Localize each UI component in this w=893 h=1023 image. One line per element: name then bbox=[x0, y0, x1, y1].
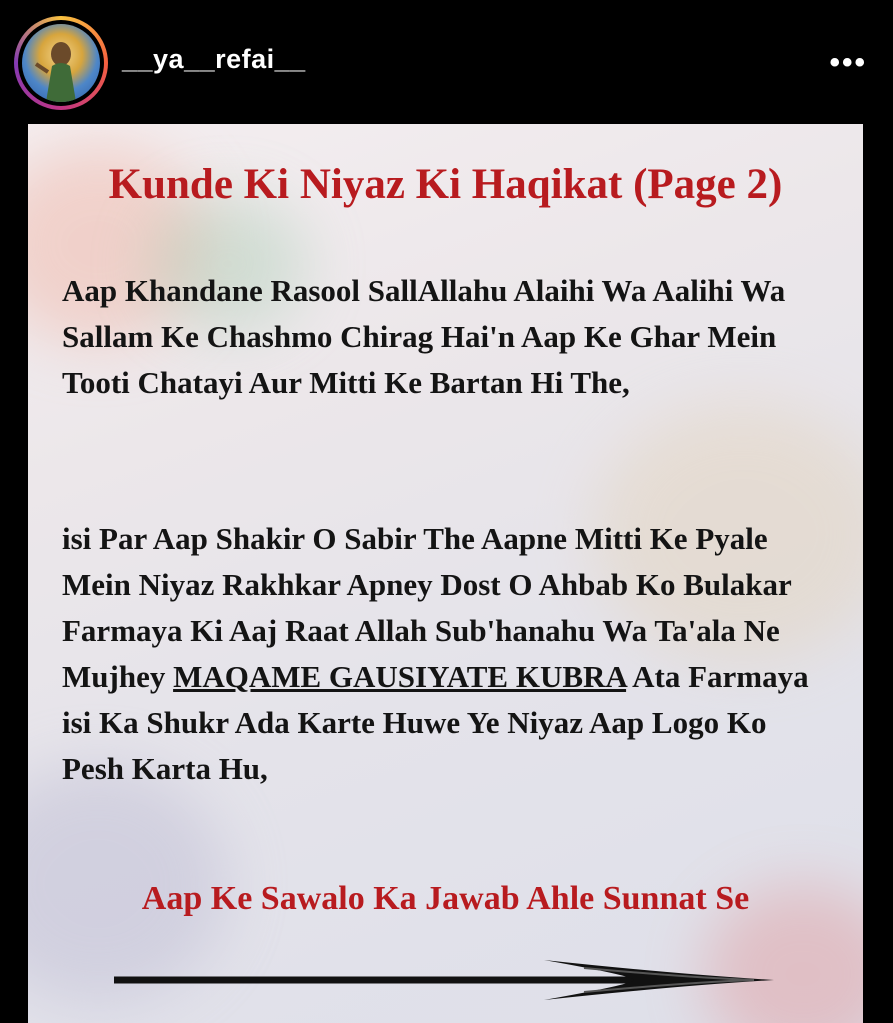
paragraph-1: Aap Khandane Rasool SallAllahu Alaihi Wa Aalihi Wa Sallam Ke Chashmo Chirag Hai'n Aap Ke Ghar Mein Tooti Chatayi Aur Mitti Ke Bartan Hi The, bbox=[62, 273, 786, 400]
avatar-image bbox=[22, 24, 100, 102]
paragraph-2-end: Ata Farmaya isi Ka Shukr Ada Karte Huwe Ye Niyaz Aap Logo Ko Pesh Karta Hu, bbox=[62, 659, 809, 786]
username[interactable]: __ya__refai__ bbox=[122, 44, 306, 74]
post-title: Kunde Ki Niyaz Ki Haqikat (Page 2) bbox=[108, 161, 783, 208]
paragraph-2-start: isi Par Aap Shakir O Sabir The Aapne Mitti Ke Pyale Mein Niyaz Rakhkar Apney Dost O Ahbab Ko Bulakar Farmaya Ki Aaj Raat Allah Sub'hanahu Wa Ta'ala Ne Mujhey bbox=[62, 521, 792, 694]
avatar[interactable] bbox=[18, 20, 104, 106]
post-footer: Aap Ke Sawalo Ka Jawab Ahle Sunnat Se bbox=[141, 880, 750, 917]
post-header bbox=[0, 0, 893, 124]
arrow-right-icon bbox=[114, 954, 774, 1004]
paragraph-2 bbox=[62, 516, 832, 792]
story-ring[interactable] bbox=[14, 16, 108, 110]
more-options-icon[interactable]: ••• bbox=[829, 46, 867, 79]
post-image bbox=[28, 124, 863, 1023]
underlined-phrase: MAQAME GAUSIYATE KUBRA bbox=[173, 659, 627, 694]
